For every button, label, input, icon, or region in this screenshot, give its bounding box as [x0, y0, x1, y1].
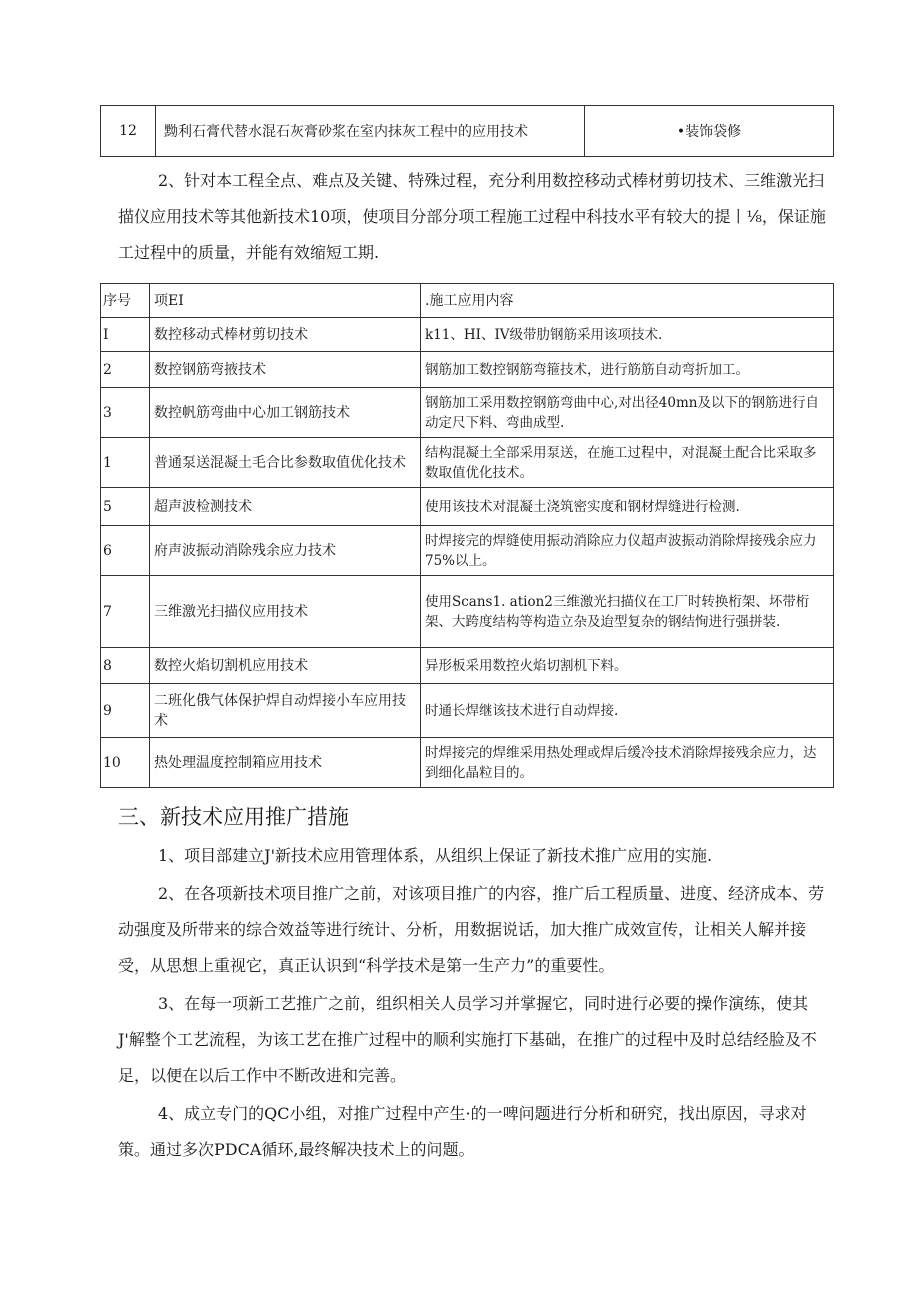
tech-item: 黝利石膏代替水混石灰膏砂浆在室内抹灰工程中的应用技术: [156, 106, 585, 157]
measure-paragraph-1: 1、项目部建立J'新技术应用管理体系，从组织上保证了新技术推广应用的实施.: [158, 846, 713, 865]
tech-item: 超声波检测技术: [150, 488, 421, 526]
row-number: 10: [101, 738, 150, 788]
row-number: 12: [101, 106, 156, 157]
application-content: 时通长焊继该技术进行自动焊接.: [421, 684, 834, 738]
table-header-row: [101, 284, 834, 318]
row-number: 2: [101, 352, 150, 388]
tech-item: 三维激光扫描仪应用技术: [150, 576, 421, 648]
measure-paragraph-3: 3、在每一项新工艺推广之前，组织相关人员学习并掌握它，同时进行必要的操作演练，使其J'解整个工艺流程，为该工艺在推广过程中的顺利实施打下基础，在推广的过程中及时总结经脸及不足，以便在以后工作中不断改进和完善。: [118, 994, 817, 1085]
table-row: [101, 438, 834, 488]
row-number: 8: [101, 648, 150, 684]
intro-paragraph: 2、针对本工程全点、难点及关键、特殊过程，充分利用数控移动式棒材剪切技术、三维激光扫描仪应用技术等其他新技术10项，使项目分部分项工程施工过程中科技水平有较大的提丨⅛，保证施工过程中的质量，并能有效缩短工期.: [118, 171, 826, 262]
header-content: .施工应用内容: [421, 284, 834, 318]
row-number: 6: [101, 526, 150, 576]
table-row: [101, 576, 834, 648]
table-row: [101, 352, 834, 388]
row-number: 5: [101, 488, 150, 526]
application-content: 钢筋加工采用数控钢筋弯曲中心,对出径40mn及以下的钢筋进行自动定尺下料、弯曲成型.: [421, 388, 834, 438]
header-no: 序号: [101, 284, 150, 318]
table-row: [101, 648, 834, 684]
table-row: [101, 526, 834, 576]
row-number: 1: [101, 438, 150, 488]
table-row: [101, 318, 834, 352]
table-row: [101, 106, 834, 157]
measure-paragraph-4: 4、成立专门的QC小组，对推广过程中产生·的一啤问题进行分析和研究，找出原因，寻求对策。通过多次PDCA循环,最终解决技术上的问题。: [118, 1104, 807, 1159]
section-heading: 三、新技术应用推广措施: [118, 805, 349, 829]
tech-item: 数控移动式棒材剪切技术: [150, 318, 421, 352]
table-row: [101, 488, 834, 526]
row-number: 9: [101, 684, 150, 738]
tech-item: 数控火焰切割机应用技术: [150, 648, 421, 684]
measure-paragraph-2: 2、在各项新技术项目推广之前，对该项目推广的内容，推广后工程质量、进度、经济成本、劳动强度及所带来的综合效益等进行统计、分析，用数据说话，加大推广成效宣传，让相关人解并接受，从思想上重视它，真正认识到“科学技术是第一生产力”的重要性。: [118, 884, 825, 975]
top-table: [100, 105, 834, 157]
application-content: 使用该技术对混凝土浇筑密实度和钢材焊缝进行检测.: [421, 488, 834, 526]
tech-item: 数控钢筋弯掖技术: [150, 352, 421, 388]
tech-item: 二班化俄气体保护焊自动焊接小车应用技术: [150, 684, 421, 738]
application-content: 异形板采用数控火焰切割机下料。: [421, 648, 834, 684]
tech-item: 普通泵送混凝土毛合比参数取值优化技术: [150, 438, 421, 488]
application-content: 时焊接完的焊维采用热处理或焊后缓冷技术消除焊接残余应力，达到细化晶粒目的。: [421, 738, 834, 788]
table-row: [101, 738, 834, 788]
application-content: 钢筋加工数控钢筋弯箍技术，进行筋筋自动弯折加工。: [421, 352, 834, 388]
row-number: 3: [101, 388, 150, 438]
table-row: [101, 684, 834, 738]
row-number: I: [101, 318, 150, 352]
tech-item: 府声波振动消除残余应力技术: [150, 526, 421, 576]
row-number: 7: [101, 576, 150, 648]
application-content: 使用Scans1. ation2三维激光扫描仪在工厂时转换桁架、坏带桁架、大跨度结构等构造立杂及迨型复杂的钢结恂进行强拼装.: [421, 576, 834, 648]
category: •装饰袋修: [585, 106, 834, 157]
tech-item: 热处理温度控制箱应用技术: [150, 738, 421, 788]
tech-table: [100, 283, 834, 788]
application-content: k11、HI、IV级带肋钢筋采用该项技术.: [421, 318, 834, 352]
application-content: 时焊接完的焊缝使用振动消除应力仪超声波振动消除焊接残余应力75%以上。: [421, 526, 834, 576]
header-item: 项EI: [150, 284, 421, 318]
table-row: [101, 388, 834, 438]
application-content: 结构混凝土全部采用泵送，在施工过程中，对混凝土配合比采取多数取值优化技术。: [421, 438, 834, 488]
tech-item: 数控帆筋弯曲中心加工钢筋技术: [150, 388, 421, 438]
